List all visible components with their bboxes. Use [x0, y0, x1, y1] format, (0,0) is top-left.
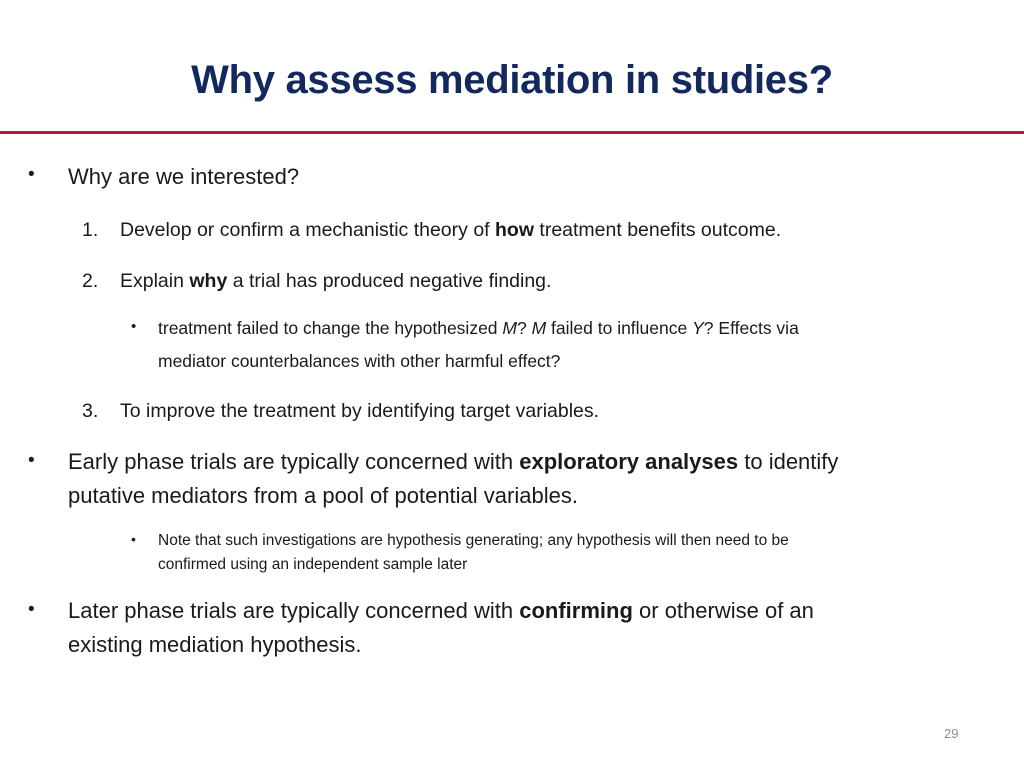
- sub-bullet-line-1: treatment failed to change the hypothesized M? M failed to influence Y? Effects via: [158, 318, 799, 338]
- sub-bullet-text: [158, 529, 998, 577]
- emphasis-confirming: confirming: [519, 598, 633, 623]
- emphasis-exploratory: exploratory analyses: [519, 449, 739, 474]
- sub-bullet-line-2: confirmed using an independent sample later: [158, 556, 468, 573]
- item-text: Explain why a trial has produced negative finding.: [120, 270, 552, 292]
- bullet-text: Why are we interested?: [68, 164, 300, 189]
- sub-bullet-text: [158, 312, 978, 378]
- bullet-marker: •: [28, 164, 35, 185]
- sub-bullet-marker: •: [131, 318, 137, 335]
- slide-number: 29: [944, 726, 959, 741]
- sub-bullet-line-1: Note that such investigations are hypothesis generating; any hypothesis will then need to be: [158, 532, 789, 549]
- bullet-text: [68, 594, 998, 662]
- bullet-line-1: Later phase trials are typically concerned with confirming or otherwise of an: [68, 598, 814, 623]
- bullet-line-2: putative mediators from a pool of potential variables.: [68, 483, 578, 508]
- bullet-line-2: existing mediation hypothesis.: [68, 632, 362, 657]
- bullet-text: [68, 445, 998, 513]
- emphasis-why: why: [189, 270, 228, 292]
- emphasis-how: how: [495, 219, 534, 241]
- bullet-marker: •: [28, 599, 35, 620]
- sub-bullet-line-2: mediator counterbalances with other harmful effect?: [158, 351, 561, 371]
- sub-bullet-marker: •: [131, 531, 136, 547]
- item-text: To improve the treatment by identifying target variables.: [120, 400, 600, 422]
- slide-title: Why assess mediation in studies?: [191, 58, 833, 102]
- item-number: 1.: [82, 219, 99, 241]
- bullet-line-1: Early phase trials are typically concerned with exploratory analyses to identify: [68, 449, 839, 474]
- title-divider: [0, 131, 1024, 134]
- bullet-marker: •: [28, 450, 35, 471]
- item-number: 3.: [82, 400, 99, 422]
- item-number: 2.: [82, 270, 99, 292]
- item-text: Develop or confirm a mechanistic theory of how treatment benefits outcome.: [120, 219, 782, 241]
